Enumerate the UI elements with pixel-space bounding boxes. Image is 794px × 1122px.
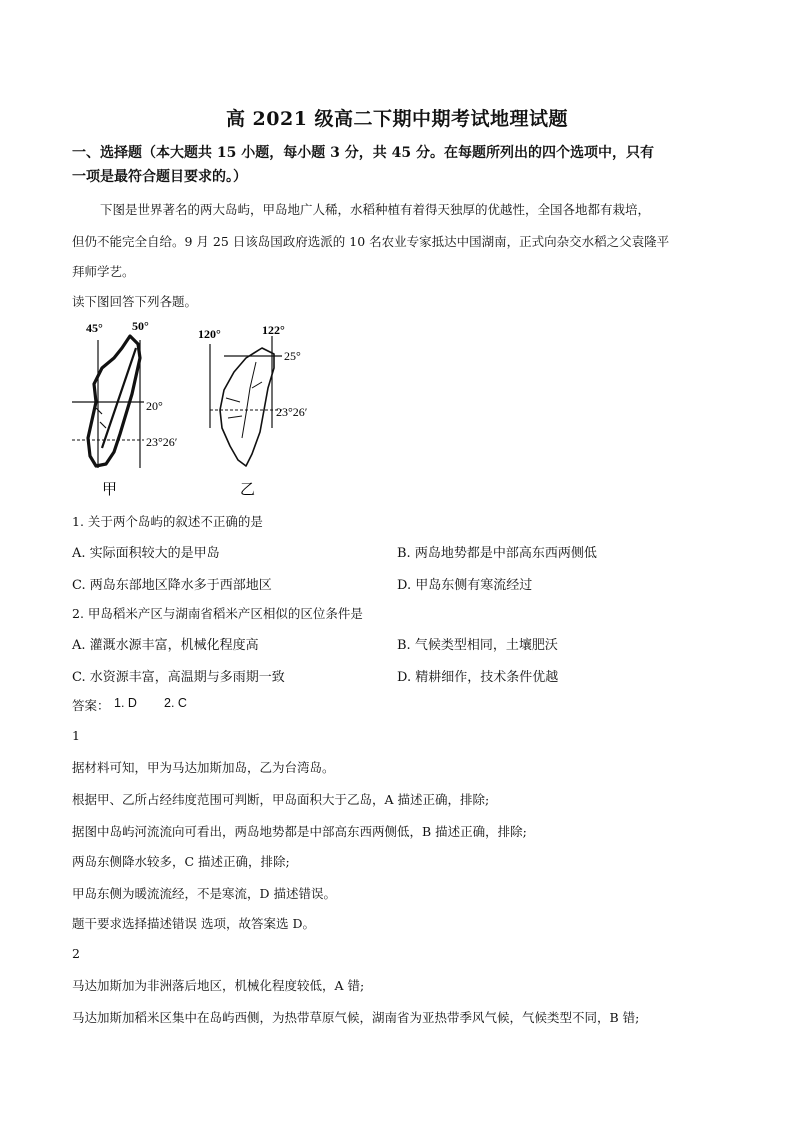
madagascar-outline — [88, 336, 140, 466]
explanation-1-line: 根据甲、乙所占经纬度范围可判断，甲岛面积大于乙岛，A 描述正确，排除; — [72, 792, 490, 807]
answer-label: 答案： — [72, 698, 110, 713]
q1-option-a: A. 实际面积较大的是甲岛 — [72, 546, 220, 561]
answer-q2: 2. C — [164, 696, 187, 710]
answer-q1: 1. D — [114, 696, 137, 710]
explanation-1-line: 据图中岛屿河流流向可看出，两岛地势都是中部高东西两侧低，B 描述正确，排除; — [72, 824, 527, 839]
q2-option-a: A. 灌溉水源丰富，机械化程度高 — [72, 638, 259, 653]
left-lat2: 23°26′ — [146, 435, 178, 449]
q2-option-b: B. 气候类型相同，土壤肥沃 — [397, 638, 558, 653]
material-line2: 但仍不能完全自给。9 月 25 日该岛国政府选派的 10 名农业专家抵达中国湖南，正式向杂交水稻之父袁隆平 — [72, 234, 670, 249]
q2-option-c: C. 水资源丰富，高温期与多雨期一致 — [72, 670, 285, 685]
material-line3: 拜师学艺。 — [72, 264, 135, 279]
question-1-stem: 1. 关于两个岛屿的叙述不正确的是 — [72, 514, 263, 529]
explanation-1-line: 两岛东侧降水较多，C 描述正确，排除; — [72, 854, 290, 869]
left-lon1: 45° — [86, 321, 103, 335]
explanation-1-line: 据材料可知，甲为马达加斯加岛，乙为台湾岛。 — [72, 760, 335, 775]
explanation-2-line: 马达加斯加为非洲落后地区，机械化程度较低，A 错; — [72, 978, 365, 993]
explanation-1-line: 甲岛东侧为暖流流经，不是寒流，D 描述错误。 — [72, 886, 336, 901]
q2-option-d: D. 精耕细作，技术条件优越 — [397, 670, 559, 685]
material-line1: 下图是世界著名的两大岛屿，甲岛地广人稀，水稻种植有着得天独厚的优越性，全国各地都有栽培， — [100, 202, 651, 217]
right-lat1: 25° — [284, 349, 301, 363]
q1-option-d: D. 甲岛东侧有寒流经过 — [397, 578, 533, 593]
page-title: 高 2021 级高二下期中期考试地理试题 — [225, 108, 569, 130]
right-lat2: 23°26′ — [276, 405, 308, 419]
explanation-1-number: 1 — [72, 728, 80, 743]
left-caption: 甲 — [102, 482, 118, 498]
section-heading-line1: 一、选择题（本大题共 15 小题，每小题 3 分，共 45 分。在每题所列出的四个选项中，只有 — [72, 145, 654, 161]
q1-option-c: C. 两岛东部地区降水多于西部地区 — [72, 578, 272, 593]
left-lon2: 50° — [132, 319, 149, 333]
right-lon1: 120° — [198, 327, 221, 341]
q1-option-b: B. 两岛地势都是中部高东西两侧低 — [397, 546, 597, 561]
explanation-2-number: 2 — [72, 946, 80, 961]
right-lon2: 122° — [262, 323, 285, 337]
right-caption: 乙 — [240, 482, 256, 498]
question-2-stem: 2. 甲岛稻米产区与湖南省稻米产区相似的区位条件是 — [72, 606, 363, 621]
section-heading-line2: 一项是最符合题目要求的。） — [72, 169, 247, 185]
material-prompt: 读下图回答下列各题。 — [72, 294, 198, 309]
left-lat1: 20° — [146, 399, 163, 413]
map-jia — [72, 319, 178, 498]
explanation-2-line: 马达加斯加稻米区集中在岛屿西侧，为热带草原气候，湖南省为亚热带季风气候，气候类型不同，B 错; — [72, 1010, 640, 1025]
island-maps-figure — [66, 318, 356, 498]
explanation-1-line: 题干要求选择描述错误 选项，故答案选 D。 — [72, 916, 315, 931]
map-yi — [198, 323, 308, 498]
